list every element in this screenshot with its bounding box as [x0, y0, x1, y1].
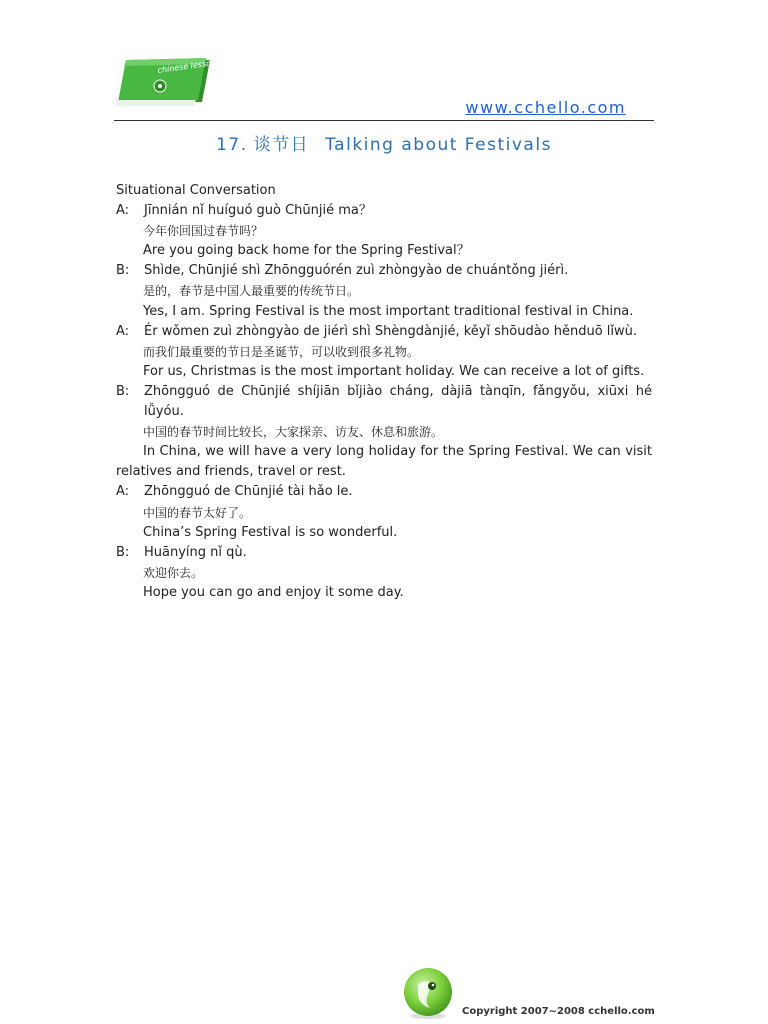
- speaker-label: A:: [116, 323, 130, 339]
- speaker-label: B:: [116, 383, 130, 399]
- speaker-label: A:: [116, 484, 130, 500]
- pinyin-text: Ér wǒmen zuì zhòngyào de jiérì shì Shèngdànjié, kěyǐ shōudào hěnduō lǐwù.: [144, 323, 638, 339]
- pinyin-text: Shìde, Chūnjié shì Zhōngguórén zuì zhòngyào de chuántǒng jiérì.: [144, 263, 569, 279]
- english-text: In China, we will have a very long holiday for the Spring Festival. We can visit relatives and friends, travel or rest.: [116, 444, 652, 480]
- english-text: For us, Christmas is the most important holiday. We can receive a lot of gifts.: [143, 363, 645, 379]
- logo-text: chinese lesson: [157, 58, 212, 75]
- speaker-label: A:: [116, 203, 130, 219]
- lesson-title-english: Talking about Festivals: [325, 135, 552, 155]
- chinese-lesson-book-logo: [116, 58, 212, 108]
- dialogue-pinyin-line: [116, 543, 652, 563]
- site-url-link[interactable]: www.cchello.com: [465, 98, 626, 117]
- chinese-text: 而我们最重要的节日是圣诞节，可以收到很多礼物。: [143, 344, 420, 359]
- english-text: Are you going back home for the Spring Festival？: [143, 243, 470, 259]
- dialogue-pinyin-line: [116, 261, 652, 281]
- speaker-label: B:: [116, 544, 130, 560]
- english-text: Hope you can go and enjoy it some day.: [143, 584, 404, 600]
- pinyin-text: Huānyíng nǐ qù.: [144, 544, 247, 560]
- cchello-orb-logo: [400, 964, 456, 1020]
- dialogue-pinyin-line: [116, 482, 652, 502]
- pinyin-text: Zhōngguó de Chūnjié shíjiān bǐjiào cháng, dàjiā tànqīn, fǎngyǒu, xiūxi hé lǚyóu.: [144, 383, 652, 420]
- chinese-text: 中国的春节时间比较长，大家探亲、访友、休息和旅游。: [143, 425, 444, 440]
- conversation-content: [116, 181, 652, 603]
- chinese-text: 中国的春节太好了。: [143, 505, 252, 520]
- copyright-text: Copyright 2007~2008 cchello.com: [462, 1006, 655, 1017]
- dialogue-pinyin-line: [116, 382, 652, 422]
- chinese-text: 欢迎你去。: [143, 565, 204, 580]
- lesson-title-chinese: 谈节日: [253, 135, 310, 155]
- dialogue-pinyin-line: [116, 322, 652, 342]
- pinyin-text: Zhōngguó de Chūnjié tài hǎo le.: [144, 484, 353, 500]
- lesson-number: 17.: [216, 135, 248, 155]
- english-text: Yes, I am. Spring Festival is the most important traditional festival in China.: [143, 303, 634, 319]
- dialogue-pinyin-line: [116, 201, 652, 221]
- speaker-label: B:: [116, 263, 130, 279]
- header-divider: [114, 120, 654, 121]
- chinese-text: 是的，春节是中国人最重要的传统节日。: [143, 284, 360, 299]
- section-heading: Situational Conversation: [116, 183, 276, 198]
- english-text: China’s Spring Festival is so wonderful.: [143, 524, 398, 540]
- pinyin-text: Jīnnián nǐ huíguó guò Chūnjié ma？: [144, 203, 372, 219]
- chinese-text: 今年你回国过春节吗？: [143, 224, 264, 239]
- lesson-title: [114, 130, 654, 155]
